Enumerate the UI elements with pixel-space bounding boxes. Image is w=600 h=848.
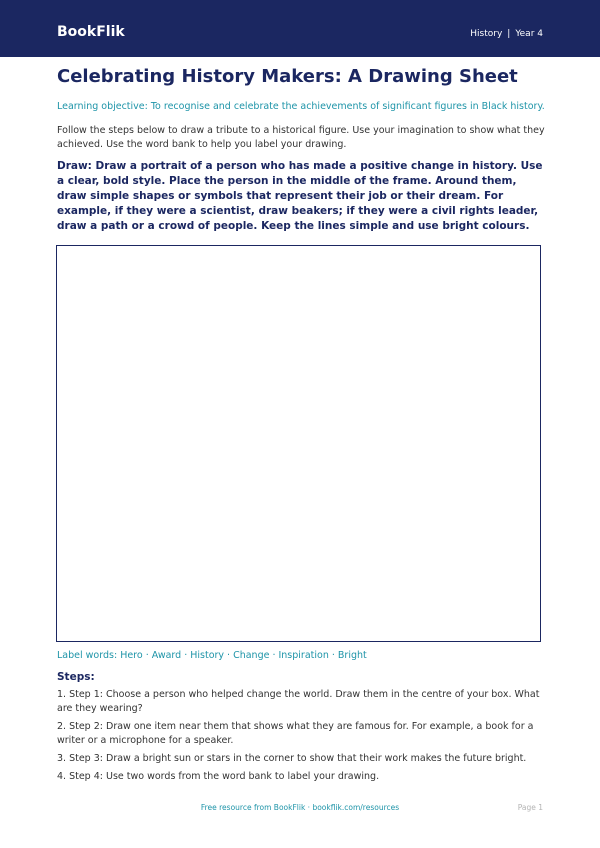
- step-item: 2. Step 2: Draw one item near them that shows what they are famous for. For example, a book for a writer or a microphone for a speaker.: [57, 721, 534, 746]
- label-word: Inspiration: [278, 650, 329, 661]
- steps-list: [57, 688, 547, 788]
- label-words: [57, 649, 367, 662]
- label-word-separator: ·: [145, 650, 149, 661]
- subject-separator: |: [507, 29, 511, 39]
- label-word: Change: [233, 650, 270, 661]
- label-word: History: [190, 650, 225, 661]
- step-item: 4. Step 4: Use two words from the word bank to label your drawing.: [57, 771, 380, 782]
- label-word-separator: ·: [184, 650, 188, 661]
- header-bar: [0, 0, 600, 57]
- subject-label: History: [470, 29, 503, 39]
- subject-year: [470, 28, 543, 40]
- label-word-separator: ·: [272, 650, 276, 661]
- label-word: Bright: [337, 650, 367, 661]
- draw-instructions: Draw: Draw a portrait of a person who has made a positive change in history. Use a clear, bold style. Place the person in the middle of the frame. Around them, draw simple shapes or symbols that represent their job or their dream. For example, if they were a scientist, draw beakers; if they were a civil rights leader, draw a path or a crowd of people. Keep the lines simple and use bright colours.: [57, 160, 543, 232]
- label-word-separator: ·: [331, 650, 335, 661]
- page-title: Celebrating History Makers: A Drawing Sheet: [57, 66, 518, 87]
- intro-text: Follow the steps below to draw a tribute to a historical figure. Use your imagination to show what they achieved. Use the word bank to help you label your drawing.: [57, 125, 545, 150]
- footer: [0, 802, 600, 816]
- drawing-area[interactable]: [56, 245, 541, 642]
- brand-name: BookFlik: [57, 24, 125, 40]
- label-word-separator: ·: [227, 650, 231, 661]
- year-label: Year 4: [515, 29, 543, 39]
- learning-objective: Learning objective: To recognise and celebrate the achievements of significant figures in Black history.: [57, 101, 545, 112]
- footer-source: Free resource from BookFlik · bookflik.com/resources: [200, 803, 400, 812]
- steps-heading: Steps:: [57, 671, 95, 683]
- label-words-prefix: Label words:: [57, 650, 118, 661]
- label-word: Award: [151, 650, 182, 661]
- label-word: Hero: [120, 650, 143, 661]
- step-item: 3. Step 3: Draw a bright sun or stars in the corner to show that their work makes the future bright.: [57, 753, 527, 764]
- step-item: 1. Step 1: Choose a person who helped change the world. Draw them in the centre of your box. What are they wearing?: [57, 689, 540, 714]
- page-number: Page 1: [517, 803, 543, 812]
